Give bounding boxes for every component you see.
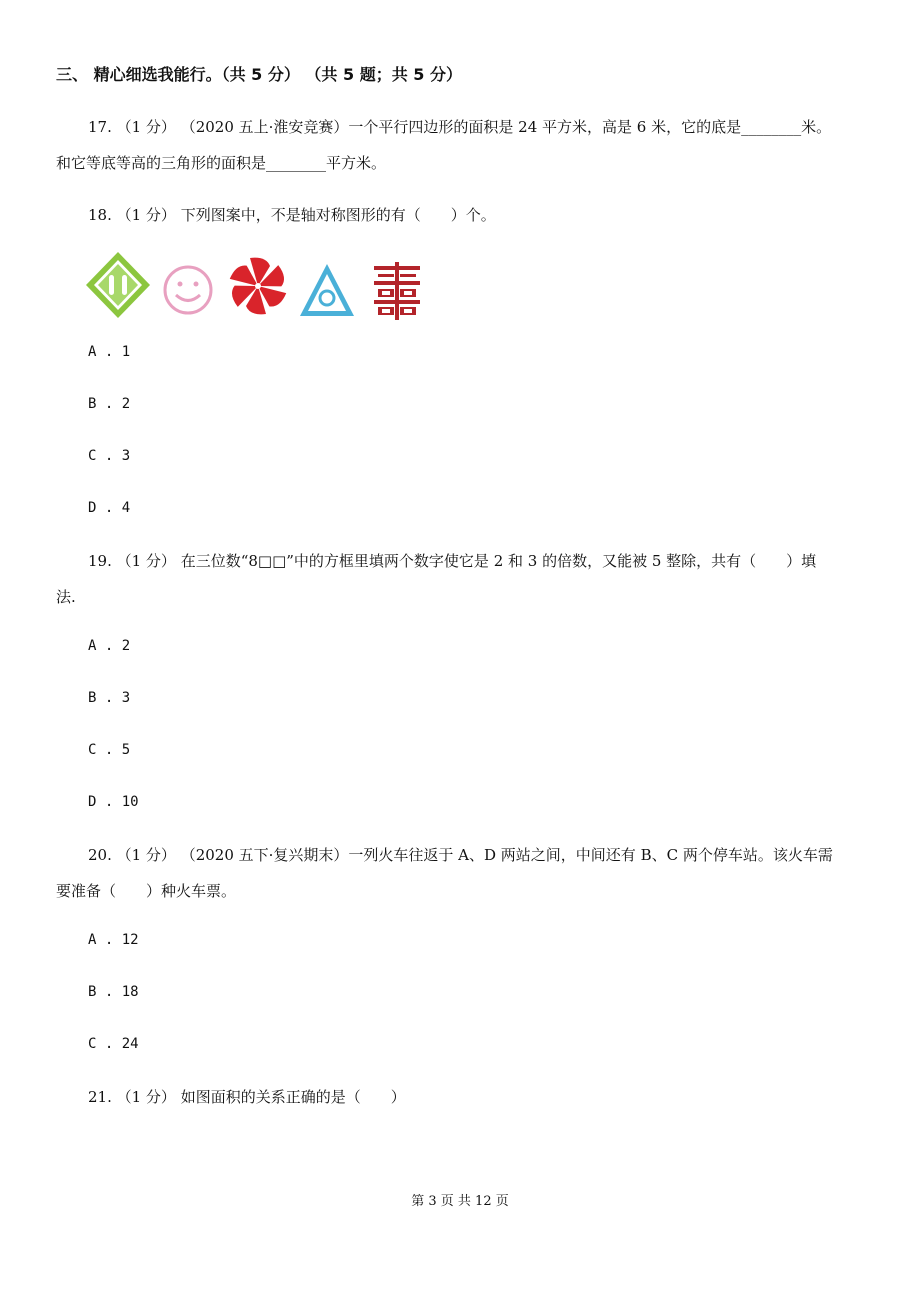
double-happiness-icon <box>374 262 420 320</box>
q18-option-c[interactable]: C . 3 <box>88 448 131 464</box>
page-footer: 第 3 页 共 12 页 <box>411 1194 509 1209</box>
q19-line2: 法. <box>56 588 76 606</box>
pinwheel-icon <box>227 258 288 315</box>
smiley-icon <box>165 267 211 313</box>
section-title: 三、 精心细选我能行。（共 5 分） （共 5 题；共 5 分） <box>56 65 462 84</box>
q17-line2: 和它等底等高的三角形的面积是________平方米。 <box>56 154 387 172</box>
q20-line2: 要准备（ ）种火车票。 <box>56 882 237 900</box>
q19-line1: 19. （1 分） 在三位数“8□□”中的方框里填两个数字使它是 2 和 3 的倍数，又能被 5 整除，共有（ ）填 <box>88 552 817 570</box>
q18-option-d[interactable]: D . 4 <box>88 500 131 516</box>
q17-line1: 17. （1 分） （2020 五上·淮安竞赛）一个平行四边形的面积是 24 平方米，高是 6 米，它的底是________米。 <box>88 118 832 136</box>
q18-figures <box>86 250 426 320</box>
q19-option-b[interactable]: B . 3 <box>88 690 131 706</box>
diamond-icon <box>86 252 150 318</box>
q20-option-c[interactable]: C . 24 <box>88 1036 139 1052</box>
triangle-icon <box>300 264 354 316</box>
q20-option-b[interactable]: B . 18 <box>88 984 139 1000</box>
q20-option-a[interactable]: A . 12 <box>88 932 139 948</box>
q20-line1: 20. （1 分） （2020 五下·复兴期末）一列火车往返于 A、D 两站之间，中间还有 B、C 两个停车站。该火车需 <box>88 846 833 864</box>
q18-stem: 18. （1 分） 下列图案中，不是轴对称图形的有（ ）个。 <box>88 206 496 224</box>
q18-option-b[interactable]: B . 2 <box>88 396 131 412</box>
q19-option-d[interactable]: D . 10 <box>88 794 139 810</box>
q18-option-a[interactable]: A . 1 <box>88 344 131 360</box>
q19-option-c[interactable]: C . 5 <box>88 742 131 758</box>
q19-option-a[interactable]: A . 2 <box>88 638 131 654</box>
q21-stem: 21. （1 分） 如图面积的关系正确的是（ ） <box>88 1088 406 1106</box>
